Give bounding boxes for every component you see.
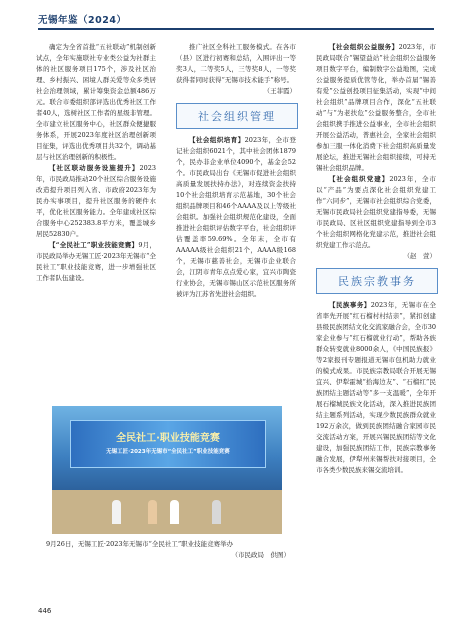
paragraph [36, 240, 156, 284]
stage-floor [52, 490, 282, 534]
paragraph: 确定为全省首批“五社联动”机制创新试点，全年实施联社专业类公益为社群主体的社区服务项目175个，涉及社区治理、乡村振兴、困境人群关爱等众多类居社会治理领域，累计筹集资金总额486万元。联合市委组织部评选出优秀社区工作者40人，选树社区工作者的星级非管理。全市建立社区服务中心，社区群众便捷服务体系，开展2023年度社区治理创新项目征集，评选出优秀项目共32个，调动基层与社区治理创新的积极性。 [36, 43, 156, 161]
entry-lead: 【社会组织党建】 [329, 175, 390, 183]
credit: （王菲霞） [263, 87, 296, 95]
paragraph [316, 300, 436, 476]
entry-body: 9月，市民政局举办无锡工匠·2023年无锡市“全民社工”职业技能竞赛，进一步增强社区工作者队伍建设。 [36, 241, 156, 282]
banner-title: 全民社工·职业技能竞赛 [116, 433, 220, 444]
entry-body: 2023年，市民政局推动20个社区综合服务设施改造提升项目列入省、市政府2023年为民办实事项目，提升社区服务的硬件水平，优化社区服务能力。全年建成社区综合服务中心252383.8平方米，覆盖城乡居民52830户。 [36, 164, 156, 238]
column-middle [176, 42, 296, 300]
entry-body: 2023年，市民政局联合“锡望益站”社会组织公益服务项目数字平台，编制数字公益地图，完成公益服务提质优管等化，举办首届“锡善有爱”公益创投项目征集活动，实现“中间社会组织”品牌项目合作，深化“五社联动”与“为老扶危”公益服务整合，全市社会组织携手推进公益事业，全市社会组织开展公益活动，普惠社会，全家社会组织参加三服一体化消费下社会组织高质量发展论坛，推进无锡社会组织接续，可持无锡社会组织品牌。 [316, 43, 437, 172]
entry-body: 2023年，全市以“产品”为要点深化社会组织党建工作“六同步”，无锡市社会组织综合党委，无锡市民政局社会组织党建指导委，无锡市民政局、区社区组织党建指导到全市3个社会组织网格化党建示范，推进社会组织党建工作示范点。 [316, 175, 437, 249]
stage-banner [70, 420, 266, 468]
header-rule [38, 28, 434, 30]
entry-lead: 【民族事务】 [329, 301, 371, 309]
person [170, 500, 179, 524]
person [148, 500, 157, 524]
event-photo [52, 406, 282, 534]
section-title: 社会组织管理 [176, 103, 298, 129]
column-left [36, 42, 156, 284]
paragraph [176, 135, 296, 300]
page-number: 446 [38, 607, 52, 615]
photo-caption [46, 539, 290, 561]
paragraph [36, 163, 156, 240]
paragraph [316, 174, 436, 251]
entry-lead: 【社区联动服务设施提升】 [49, 164, 140, 172]
caption-text: 9月26日，无锡工匠·2023年无锡市“全民社工”职业技能竞赛举办 [46, 540, 234, 548]
paragraph: 推广社区全科社工服务模式。在各市（县）区进行初赛和总结，入围评出一等奖3人，二等奖5人，三等奖8人，一等奖获得者同时获得“无锡市技术能手”称号。 [176, 43, 296, 84]
entry-body: 2023年，全市登记社会组织6021个，其中社会团体1879个，民办非企业单位4090个，基金会52个。市民政局出台《无锡市促进社会组织高质量发展扶持办法》，对连续资金扶持10个社会组织培育示范基地，30个社会组织品牌项目和46个AAAA及以上等级社会组织。加强社会组织规范化建设，全面推进社会组织评估数字平台，社会组织评估覆盖率59.69%。全年末，全市有AAAAA级社会组织21个，AAAA级168个，无锡市慈善社会，无锡市企业联合会，江阴市青年点点爱心家，宜兴市陶瓷行业协会，无锡市锡山区示范社区服务所被评为江苏省先进社会组织。 [176, 136, 297, 298]
paragraph [316, 42, 436, 174]
person [112, 500, 121, 524]
person [212, 500, 221, 524]
running-header: 无锡年鉴（2024） [38, 15, 127, 26]
photo-credit: （市民政局 供图） [231, 551, 290, 559]
credit: （赵 萱） [403, 252, 436, 260]
entry-lead: 【“全民社工”职业技能竞赛】 [49, 241, 139, 249]
entry-lead: 【社会组织培育】 [189, 136, 245, 144]
column-right [316, 42, 436, 476]
banner-subtitle: 无锡工匠·2023年无锡市“全民社工”职业技能竞赛 [106, 449, 230, 455]
entry-lead: 【社会组织公益服务】 [329, 43, 399, 51]
entry-body: 2023年，无锡市在全省率先开展“红石榴村村结亲”，紧扣创建县级民族团结文化交流家融合会，全市30家企业参与“红石榴就业行动”，帮助各族群众转变就业8000余人，《中国民族报》等2家报刊专题报道无锡市包机助力就业的模式成果。市民族宗教局联合开展无锡宜兴、伊犁霍城“拾海边友”、“石榴红”民族团结主题活动等“多一支温暖”，全年开展石榴城民族文化活动，深入推进民族团结主题系列活动，实现少数民族群众就业192万余次，做到民族团结融合家园市民交流活动方案，开展兴锡民族团结等文化建设，加强民族团结工作，民族宗教事务融合发展，伊犁州来锡帮扶对接项目，全市各类少数民族来锡交流培训。 [316, 301, 436, 474]
section-title: 民族宗教事务 [316, 268, 438, 294]
